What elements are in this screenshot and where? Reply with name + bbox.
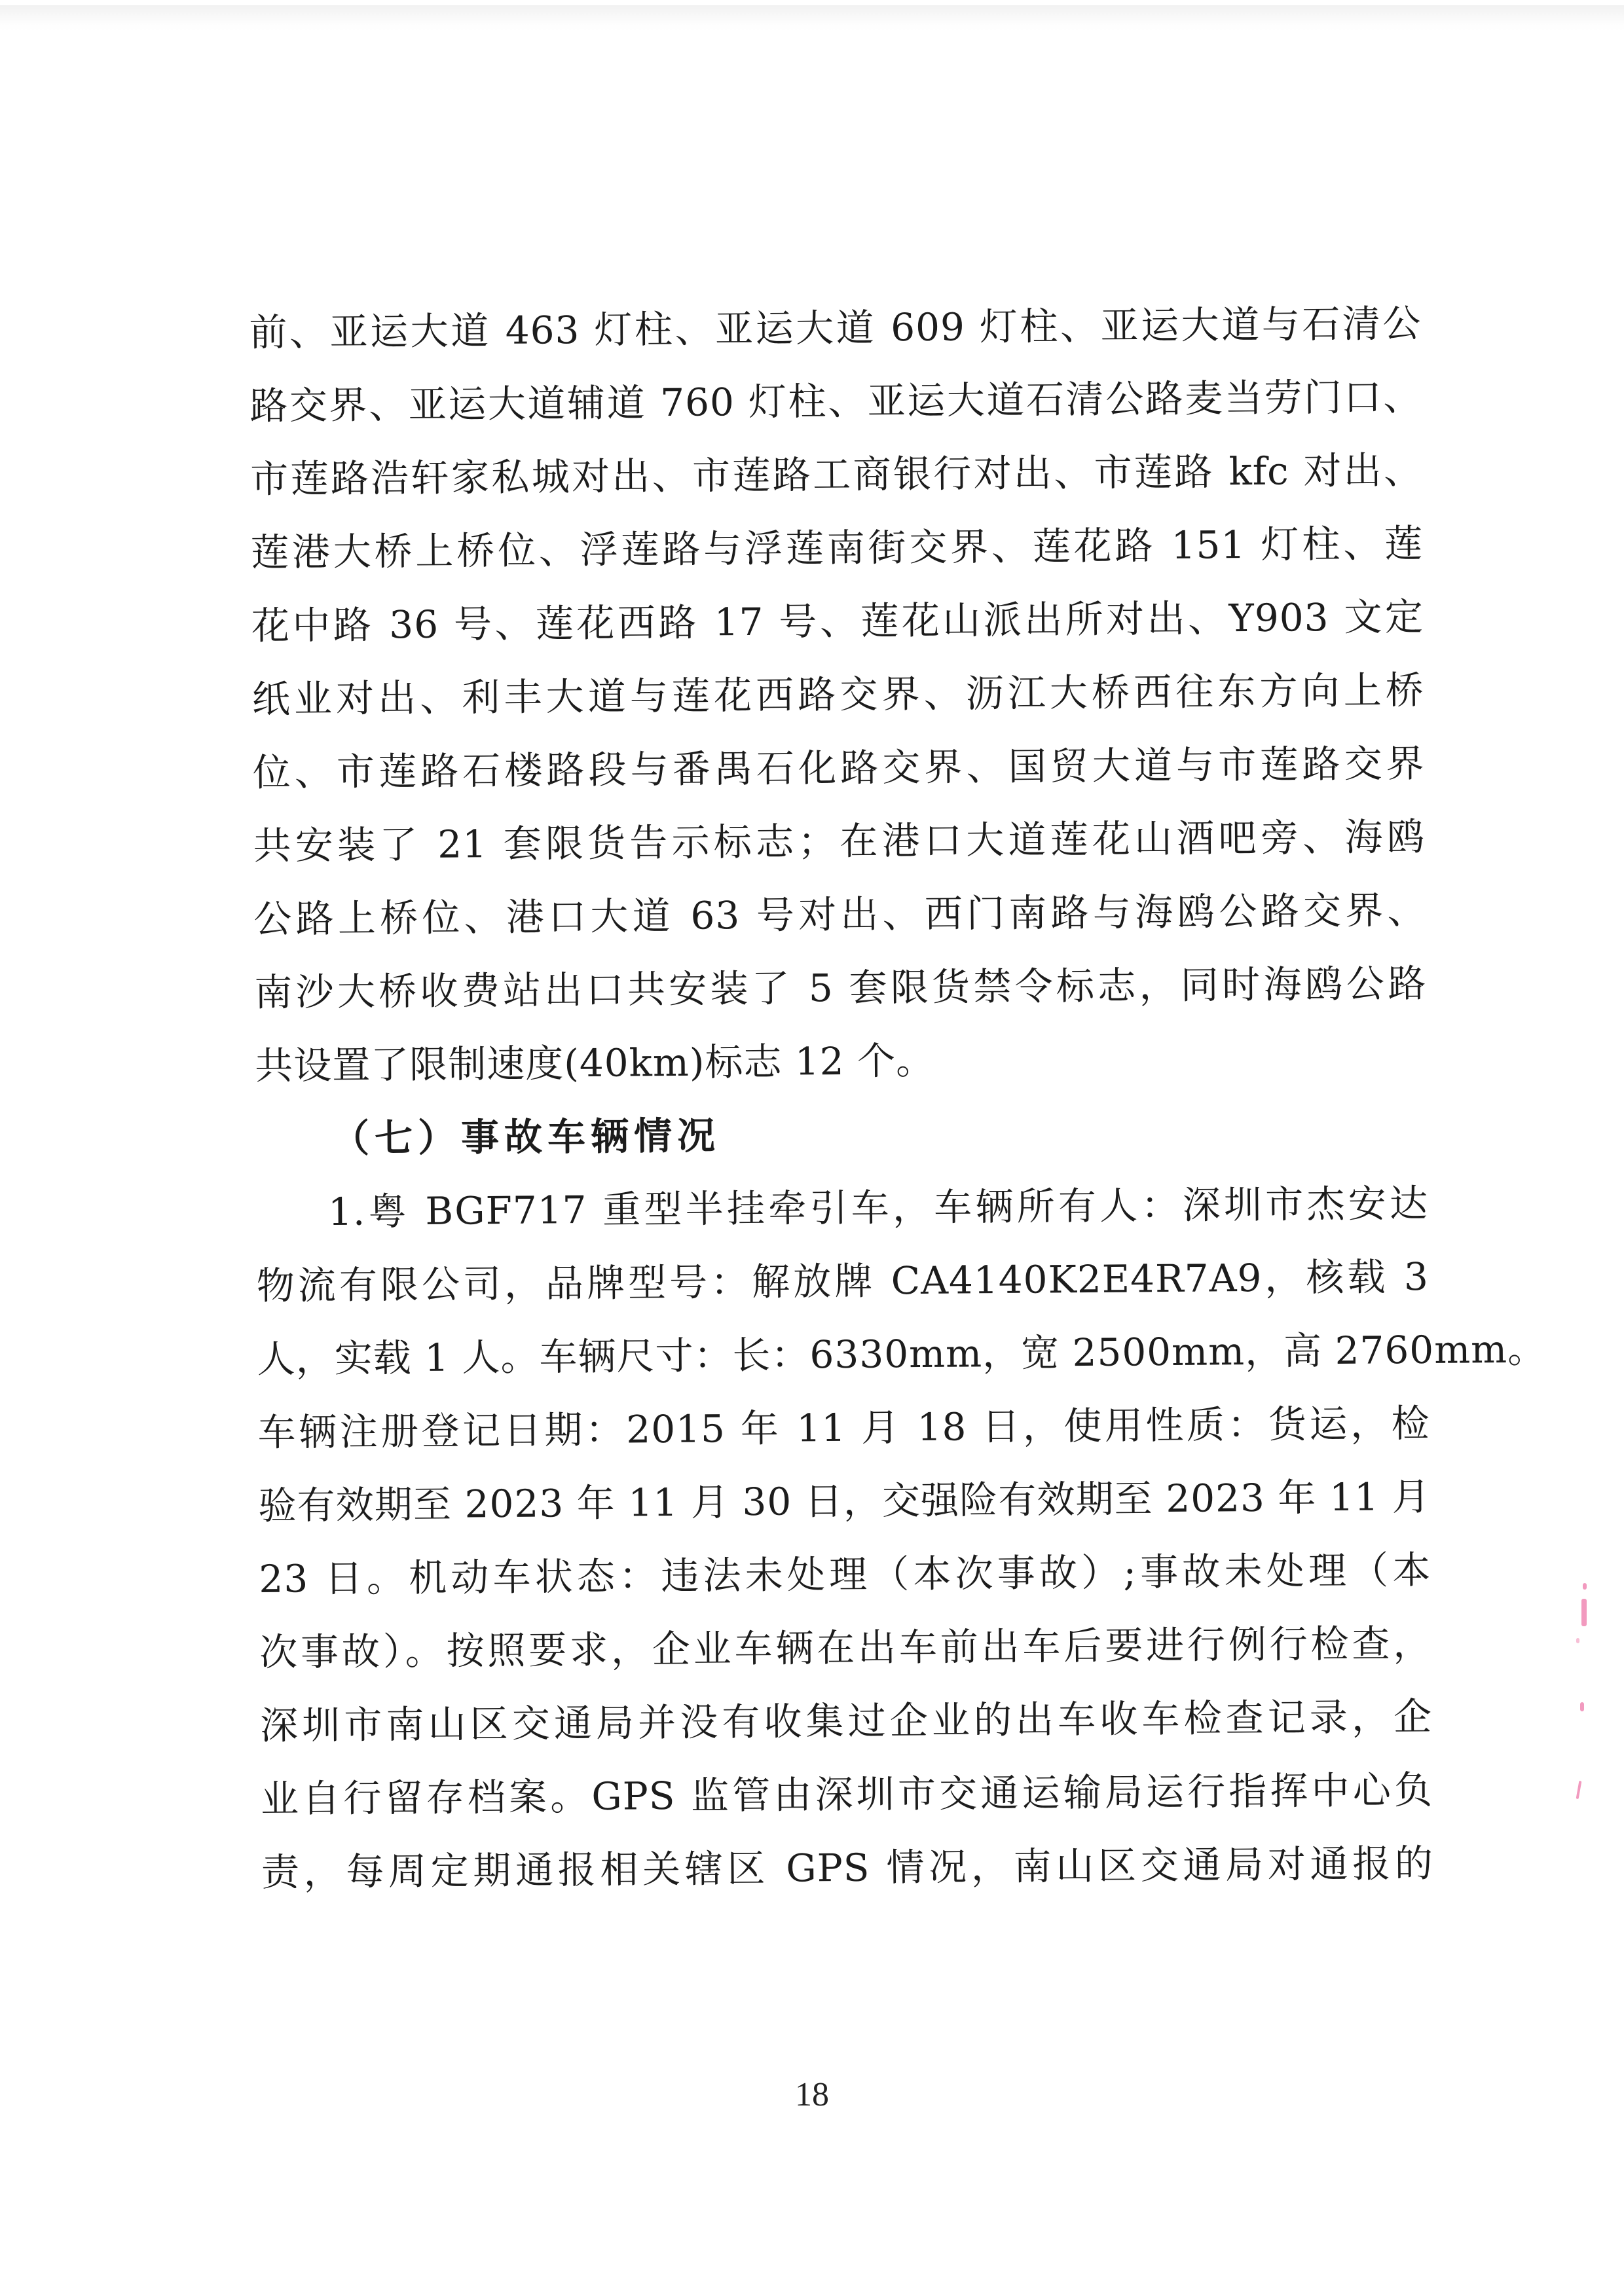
- body-line: 莲港大桥上桥位、浮莲路与浮莲南街交界、莲花路 151 灯柱、莲: [250, 520, 1424, 575]
- body-line: 纸业对出、利丰大道与莲花西路交界、沥江大桥西往东方向上桥: [251, 667, 1425, 721]
- body-line: 23 日。机动车状态：违法未处理（本次事故）;事故未处理（本: [259, 1547, 1431, 1601]
- body-line: 市莲路浩轩家私城对出、市莲路工商银行对出、市莲路 kfc 对出、: [249, 447, 1423, 501]
- body-line: 深圳市南山区交通局并没有收集过企业的出车收车检查记录，企: [259, 1694, 1433, 1748]
- body-line: 路交界、亚运大道辅道 760 灯柱、亚运大道石清公路麦当劳门口、: [249, 374, 1422, 428]
- body-line: 验有效期至 2023 年 11 月 30 日，交强险有效期至 2023 年 11 月: [258, 1474, 1431, 1528]
- body-line: 前、亚运大道 463 灯柱、亚运大道 609 灯柱、亚运大道与石清公: [249, 301, 1422, 355]
- body-line: 次事故）。按照要求，企业车辆在出车前出车后要进行例行检查，: [259, 1620, 1432, 1675]
- body-line: 花中路 36 号、莲花西路 17 号、莲花山派出所对出、Y903 文定: [251, 594, 1424, 648]
- seal-mark: [1576, 1638, 1579, 1643]
- body-line: 公路上桥位、港口大道 63 号对出、西门南路与海鸥公路交界、: [253, 887, 1426, 941]
- body-line: 业自行留存档案。GPS 监管由深圳市交通运输局运行指挥中心负: [260, 1767, 1433, 1821]
- body-line: 车辆注册登记日期：2015 年 11 月 18 日，使用性质：货运，检: [257, 1400, 1430, 1455]
- page-number: 18: [795, 2076, 829, 2113]
- body-line: 共安装了 21 套限货告示标志；在港口大道莲花山酒吧旁、海鸥: [253, 814, 1426, 868]
- section-heading: （七）事故车辆情况: [331, 1113, 721, 1161]
- scan-edge-shadow: [0, 5, 1624, 31]
- body-line: 物流有限公司，品牌型号：解放牌 CA4140K2E4R7A9，核载 3: [256, 1254, 1430, 1308]
- seal-mark: [1581, 1599, 1587, 1626]
- seal-mark: [1583, 1583, 1587, 1590]
- body-line: 位、市莲路石楼路段与番禺石化路交界、国贸大道与市莲路交界: [252, 740, 1425, 795]
- body-line: 责，每周定期通报相关辖区 GPS 情况，南山区交通局对通报的: [261, 1840, 1434, 1895]
- body-line: 南沙大桥收费站出口共安装了 5 套限货禁令标志，同时海鸥公路: [254, 960, 1427, 1015]
- seal-mark: [1576, 1781, 1582, 1799]
- seal-mark: [1580, 1702, 1584, 1711]
- body-line: 共设置了限制速度(40km)标志 12 个。: [254, 1038, 935, 1088]
- body-line: 1.粤 BGF717 重型半挂牵引车，车辆所有人：深圳市杰安达: [327, 1180, 1429, 1235]
- document-body: [249, 287, 1547, 1909]
- body-line: 人，实载 1 人。车辆尺寸：长：6330mm，宽 2500mm，高 2760mm。: [257, 1326, 1547, 1381]
